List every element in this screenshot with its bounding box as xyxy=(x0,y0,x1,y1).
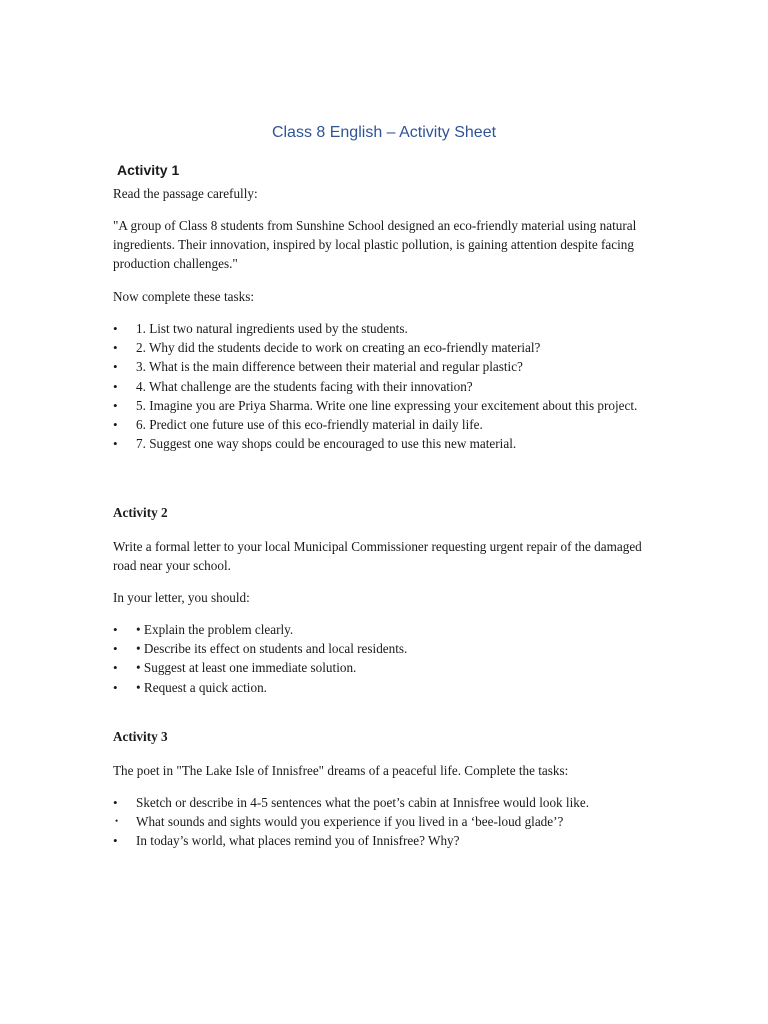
list-item xyxy=(113,319,668,338)
list-item xyxy=(113,678,668,697)
activity3-task-list xyxy=(113,793,668,851)
activity1-intro: Read the passage carefully: xyxy=(113,186,258,201)
list-item xyxy=(113,357,668,376)
activity3-prompt: The poet in "The Lake Isle of Innisfree" dreams of a peaceful life. Complete the tasks: xyxy=(113,763,569,778)
bullet-icon: • xyxy=(113,417,118,433)
activity2-point-list xyxy=(113,620,668,697)
bullet-icon: • xyxy=(113,795,118,810)
list-item xyxy=(113,338,668,357)
task-text: In today’s world, what places remind you of Innisfree? Why? xyxy=(136,833,460,849)
activity1-tasks-intro: Now complete these tasks: xyxy=(113,289,254,304)
activity1-passage: "A group of Class 8 students from Sunshine School designed an eco-friendly material using natural ingredients. Their innovation, inspired by local plastic pollution, is gaining attention despite facing production challenges." xyxy=(113,218,637,272)
list-item xyxy=(113,793,668,812)
page-title: Class 8 English – Activity Sheet xyxy=(271,124,497,141)
list-item xyxy=(113,434,668,453)
task-text: 3. What is the main difference between their material and regular plastic? xyxy=(136,359,523,375)
bullet-icon: • xyxy=(113,359,118,375)
point-text: • Suggest at least one immediate solution. xyxy=(136,660,357,676)
activity1-task-list xyxy=(113,319,668,453)
list-item xyxy=(113,831,668,850)
bullet-icon: • xyxy=(113,622,118,637)
list-item xyxy=(113,415,668,434)
bullet-icon: • xyxy=(113,378,118,394)
bullet-icon: • xyxy=(113,397,118,413)
activity3-heading: Activity 3 xyxy=(113,729,168,744)
point-text: • Request a quick action. xyxy=(136,679,267,695)
list-item xyxy=(113,812,668,831)
task-text: What sounds and sights would you experience if you lived in a ‘bee-loud glade’? xyxy=(136,814,564,830)
point-text: • Explain the problem clearly. xyxy=(136,622,294,637)
bullet-icon: • xyxy=(113,641,118,657)
task-text: 7. Suggest one way shops could be encouraged to use this new material. xyxy=(136,436,517,452)
task-text: 5. Imagine you are Priya Sharma. Write one line expressing your excitement about this project. xyxy=(136,397,638,413)
task-text: Sketch or describe in 4-5 sentences what the poet’s cabin at Innisfree would look like. xyxy=(136,795,590,810)
activity2-letter-intro: In your letter, you should: xyxy=(113,590,250,605)
task-text: 4. What challenge are the students facing with their innovation? xyxy=(136,378,473,394)
task-text: 6. Predict one future use of this eco-friendly material in daily life. xyxy=(136,417,483,433)
bullet-icon: • xyxy=(113,679,118,695)
point-text: • Describe its effect on students and local residents. xyxy=(136,641,408,657)
bullet-icon: • xyxy=(113,340,118,356)
list-item xyxy=(113,396,668,415)
activity1-heading: Activity 1 xyxy=(117,162,180,178)
task-text: 1. List two natural ingredients used by the students. xyxy=(136,321,408,336)
bullet-icon: • xyxy=(113,436,118,452)
list-item xyxy=(113,620,668,639)
task-text: 2. Why did the students decide to work on creating an eco-friendly material? xyxy=(136,340,541,356)
bullet-icon: • xyxy=(113,660,118,676)
list-item xyxy=(113,377,668,396)
activity2-prompt: Write a formal letter to your local Municipal Commissioner requesting urgent repair of the damaged road near your school. xyxy=(113,539,642,574)
bullet-icon: • xyxy=(115,816,119,827)
bullet-icon: • xyxy=(113,833,118,849)
list-item xyxy=(113,639,668,658)
list-item xyxy=(113,658,668,677)
activity2-heading: Activity 2 xyxy=(113,505,168,520)
bullet-icon: • xyxy=(113,321,118,336)
